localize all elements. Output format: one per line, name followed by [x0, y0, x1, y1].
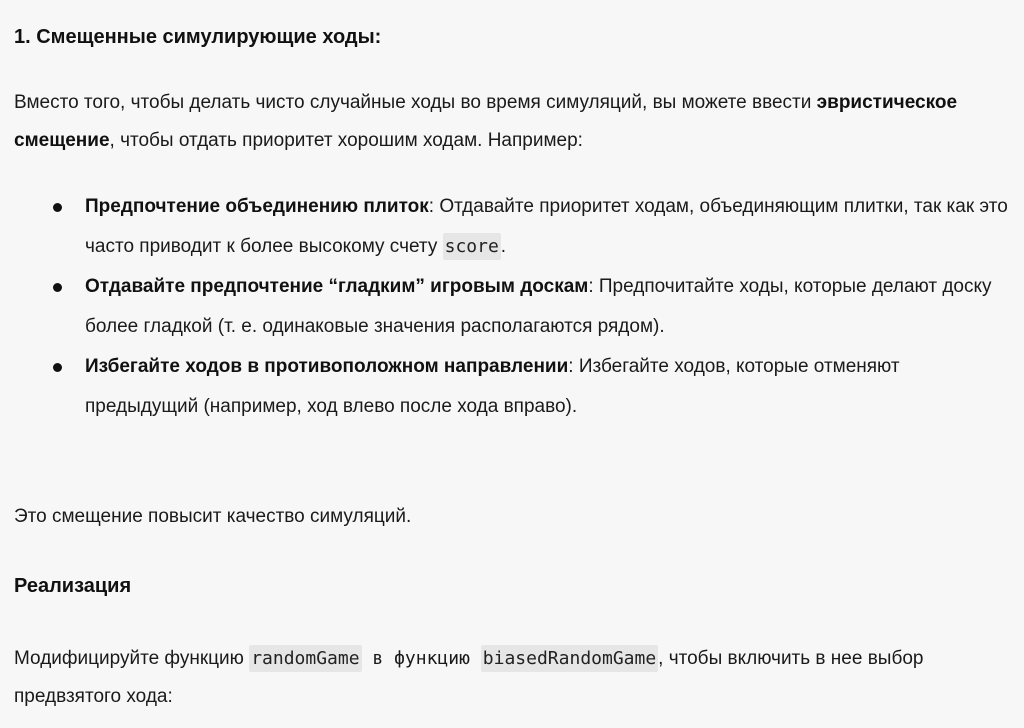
list-item: [0, 267, 1010, 347]
intro-text-after: , чтобы отдать приоритет хорошим ходам. Например:: [109, 130, 583, 151]
summary-paragraph: Это смещение повысит качество симуляций.: [14, 506, 412, 527]
bullet-icon: [53, 203, 62, 212]
list-item-text: : Предпочитайте ходы, которые делают доску более гладкой (т. е. одинаковые значения располагаются рядом).: [85, 276, 992, 337]
modify-text-1: Модифицируйте функцию: [14, 648, 250, 669]
inline-code: randomGame: [249, 645, 361, 672]
inline-code: score: [443, 233, 501, 260]
implementation-paragraph: [14, 640, 1004, 716]
list-item-title: Избегайте ходов в противоположном направлении: [85, 356, 569, 377]
list-item: [0, 187, 1010, 267]
intro-paragraph: [14, 84, 1004, 160]
list-item: [0, 347, 1010, 427]
list-item-text-after: .: [500, 236, 507, 257]
bullet-icon: [53, 283, 62, 292]
list-item-text: : Отдавайте приоритет ходам, объединяющим плитки, так как это часто приводит к более высокому счету: [85, 196, 1008, 257]
intro-bold-term: эвристическое смещение: [14, 92, 958, 151]
list-item-title: Предпочтение объединению плиток: [85, 196, 429, 217]
heuristics-list: [0, 187, 1010, 427]
subheading: Реализация: [14, 575, 132, 597]
list-item-title: Отдавайте предпочтение “гладким” игровым доскам: [85, 276, 589, 297]
list-item-text: : Избегайте ходов, которые отменяют предыдущий (например, ход влево после хода вправо).: [85, 356, 900, 417]
intro-text-before: Вместо того, чтобы делать чисто случайные ходы во время симуляций, вы можете ввести: [14, 92, 817, 113]
inline-code: biasedRandomGame: [481, 645, 658, 672]
modify-text-3: , чтобы включить в нее выбор предвзятого хода:: [14, 648, 924, 707]
bullet-icon: [53, 363, 62, 372]
modify-text-2: в функцию: [361, 648, 481, 669]
section-heading: 1. Смещенные симулирующие ходы:: [14, 26, 382, 48]
